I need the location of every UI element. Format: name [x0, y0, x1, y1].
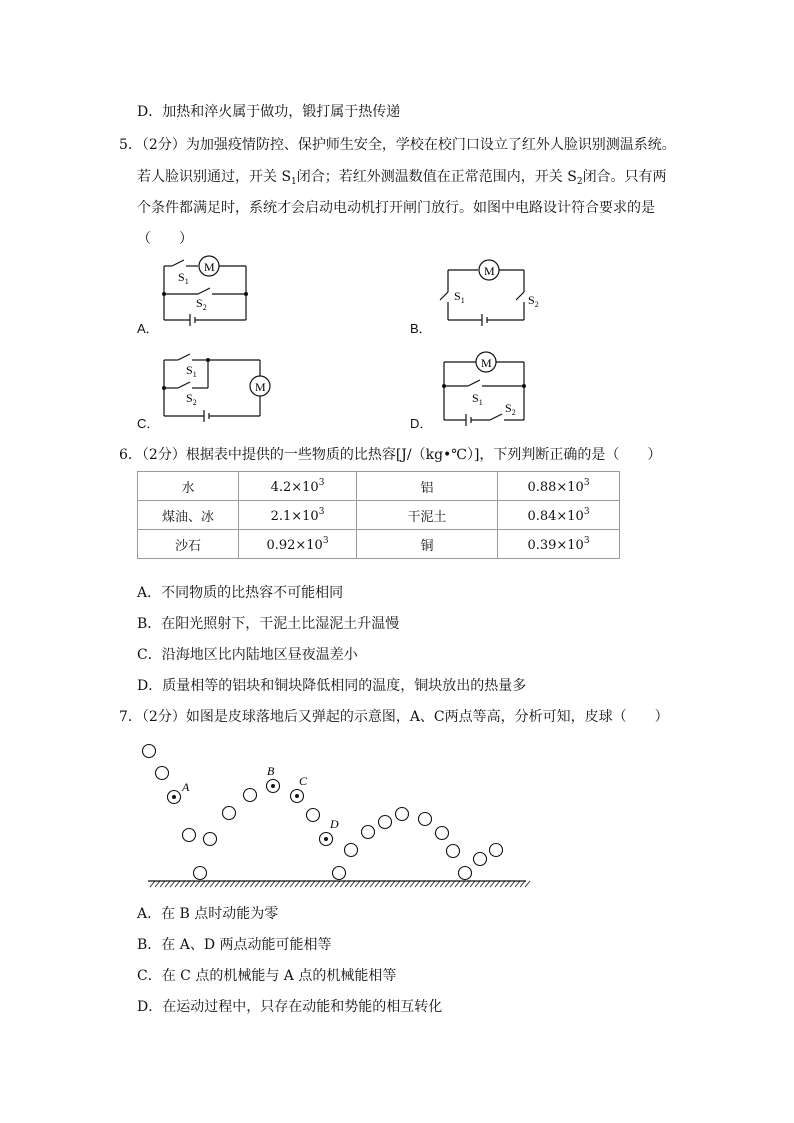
hatch-mark [435, 881, 440, 887]
ball [307, 809, 320, 822]
q5-stem-line2-b: 闭合；若红外测温数值在正常范围内，开关 S [296, 169, 577, 185]
hatch-mark [280, 881, 285, 887]
switch-s2-label: $S_2$ [528, 293, 539, 309]
ball [244, 789, 257, 802]
hatch-mark [405, 881, 410, 887]
label-a: A [182, 780, 190, 794]
q7-option-c: C．在 C 点的机械能与 A 点的机械能相等 [137, 968, 397, 984]
ball [459, 867, 472, 880]
circuit-diagram-a [150, 252, 260, 332]
q6-option-d: D．质量相等的铝块和铜块降低相同的温度，铜块放出的热量多 [137, 678, 527, 694]
hatch-mark [250, 881, 255, 887]
q5-stem-line2-c: 闭合。只有两 [582, 169, 667, 185]
hatch-mark [340, 881, 345, 887]
hatch-mark [275, 881, 280, 887]
table-cell: $2.1\times 10^3$ [239, 501, 357, 530]
hatch-mark [325, 881, 330, 887]
q5-option-d-label: D． [410, 416, 433, 431]
q5-stem-line4: （ ） [137, 231, 193, 247]
hatch-mark [425, 881, 430, 887]
table-row [138, 501, 620, 530]
hatch-mark [370, 881, 375, 887]
hatch-mark [180, 881, 185, 887]
hatch-mark [215, 881, 220, 887]
hatch-mark [525, 881, 530, 887]
motor-label: M [481, 356, 492, 370]
hatch-mark [345, 881, 350, 887]
hatch-mark [365, 881, 370, 887]
hatch-mark [225, 881, 230, 887]
hatch-mark [395, 881, 400, 887]
hatch-mark [290, 881, 295, 887]
hatch-mark [245, 881, 250, 887]
q4-option-d: D．加热和淬火属于做功，锻打属于热传递 [137, 104, 401, 120]
q5-stem-line1: 5．（2分）为加强疫情防控、保护师生安全，学校在校门口设立了红外人脸识别测温系统。 [119, 137, 676, 153]
s2-subscript: 2 [576, 177, 583, 187]
hatch-mark [160, 881, 165, 887]
hatch-mark [380, 881, 385, 887]
table-cell: 铝 [357, 472, 498, 501]
q5-option-b-label: B． [410, 321, 432, 336]
ball [490, 844, 503, 857]
ball [474, 853, 487, 866]
hatch-mark [420, 881, 425, 887]
q6-stem: 6．（2分）根据表中提供的一些物质的比热容[J/（kg•℃）]，下列判断正确的是（ ） [119, 447, 662, 463]
hatch-mark [475, 881, 480, 887]
ball [396, 808, 409, 821]
hatch-mark [305, 881, 310, 887]
switch-s2-label: $S_2$ [196, 296, 207, 312]
circuit-diagram-c [150, 350, 280, 430]
hatch-mark [170, 881, 175, 887]
table-cell: 水 [138, 472, 239, 501]
hatch-mark [415, 881, 420, 887]
table-cell: $0.88\times 10^3$ [498, 472, 620, 501]
hatch-mark [255, 881, 260, 887]
hatch-mark [465, 881, 470, 887]
hatch-mark [285, 881, 290, 887]
q5-stem-line2-a: 若人脸识别通过，开关 S [137, 169, 292, 185]
motor-label: M [204, 260, 215, 274]
ball [345, 844, 358, 857]
q7-stem: 7．（2分）如图是皮球落地后又弹起的示意图，A、C两点等高，分析可知，皮球（ ） [119, 709, 669, 725]
q7-option-b: B．在 A、D 两点动能可能相等 [137, 937, 332, 953]
label-d: D [330, 817, 339, 831]
hatch-mark [470, 881, 475, 887]
hatch-mark [310, 881, 315, 887]
ball [419, 813, 432, 826]
hatch-mark [300, 881, 305, 887]
hatch-mark [190, 881, 195, 887]
table-cell: $4.2\times 10^3$ [239, 472, 357, 501]
hatch-mark [510, 881, 515, 887]
ground-hatching [150, 881, 530, 887]
table-cell: 沙石 [138, 530, 239, 559]
q6-option-c: C．沿海地区比内陆地区昼夜温差小 [137, 647, 358, 663]
table-cell: 铜 [357, 530, 498, 559]
hatch-mark [445, 881, 450, 887]
hatch-mark [260, 881, 265, 887]
switch-s2-label: $S_2$ [505, 401, 516, 417]
hatch-mark [400, 881, 405, 887]
table-cell: $0.39\times 10^3$ [498, 530, 620, 559]
hatch-mark [430, 881, 435, 887]
specific-heat-table [137, 471, 620, 559]
bouncing-ball-diagram [140, 735, 540, 895]
switch-s1-label: $S_1$ [472, 391, 483, 407]
label-c: C [299, 774, 308, 788]
table-row [138, 472, 620, 501]
switch-s1-label: $S_1$ [186, 363, 197, 379]
hatch-mark [455, 881, 460, 887]
q5-stem-line3: 个条件都满足时，系统才会启动电动机打开闸门放行。如图中电路设计符合要求的是 [137, 200, 655, 216]
circuit-diagram-b [432, 256, 552, 332]
switch-s1-label: $S_1$ [454, 289, 465, 305]
hatch-mark [490, 881, 495, 887]
hatch-mark [500, 881, 505, 887]
hatch-mark [385, 881, 390, 887]
ball [223, 807, 236, 820]
ball [436, 827, 449, 840]
hatch-mark [485, 881, 490, 887]
hatch-mark [410, 881, 415, 887]
hatch-mark [205, 881, 210, 887]
hatch-mark [355, 881, 360, 887]
ball [333, 867, 346, 880]
ball [379, 816, 392, 829]
hatch-mark [480, 881, 485, 887]
hatch-mark [295, 881, 300, 887]
ball [156, 767, 169, 780]
motor-label: M [484, 264, 495, 278]
hatch-mark [315, 881, 320, 887]
switch-s2-label: $S_2$ [186, 391, 197, 407]
q5-stem-line2 [137, 167, 667, 192]
circuit-diagram-d [432, 348, 542, 430]
q6-option-a: A．不同物质的比热容不可能相同 [137, 585, 344, 601]
hatch-mark [460, 881, 465, 887]
hatch-mark [210, 881, 215, 887]
hatch-mark [335, 881, 340, 887]
motor-label: M [255, 380, 266, 394]
q7-option-d: D．在运动过程中，只存在动能和势能的相互转化 [137, 999, 443, 1015]
hatch-mark [390, 881, 395, 887]
hatch-mark [375, 881, 380, 887]
table-row [138, 530, 620, 559]
hatch-mark [265, 881, 270, 887]
hatch-mark [450, 881, 455, 887]
hatch-mark [440, 881, 445, 887]
hatch-mark [165, 881, 170, 887]
switch-s1-label: $S_1$ [178, 270, 189, 286]
ball [183, 829, 196, 842]
s1-subscript: 1 [291, 177, 297, 187]
ball [204, 833, 217, 846]
q7-option-a: A．在 B 点时动能为零 [137, 906, 279, 922]
hatch-mark [235, 881, 240, 887]
hatch-mark [520, 881, 525, 887]
hatch-mark [155, 881, 160, 887]
hatch-mark [185, 881, 190, 887]
ball [362, 826, 375, 839]
hatch-mark [330, 881, 335, 887]
hatch-mark [195, 881, 200, 887]
q5-option-a-label: A． [137, 321, 159, 336]
table-cell: 干泥土 [357, 501, 498, 530]
hatch-mark [200, 881, 205, 887]
table-cell: $0.84\times 10^3$ [498, 501, 620, 530]
q6-option-b: B．在阳光照射下，干泥土比湿泥土升温慢 [137, 616, 400, 632]
hatch-mark [270, 881, 275, 887]
label-b: B [267, 764, 275, 778]
hatch-mark [360, 881, 365, 887]
q5-option-c-label: C． [137, 416, 160, 431]
ball [447, 845, 460, 858]
table-cell: $0.92\times 10^3$ [239, 530, 357, 559]
hatch-mark [150, 881, 155, 887]
hatch-mark [350, 881, 355, 887]
ball [143, 745, 156, 758]
hatch-mark [505, 881, 510, 887]
hatch-mark [240, 881, 245, 887]
hatch-mark [495, 881, 500, 887]
ball [194, 867, 207, 880]
hatch-mark [175, 881, 180, 887]
hatch-mark [320, 881, 325, 887]
hatch-mark [515, 881, 520, 887]
hatch-mark [220, 881, 225, 887]
hatch-mark [230, 881, 235, 887]
table-cell: 煤油、冰 [138, 501, 239, 530]
